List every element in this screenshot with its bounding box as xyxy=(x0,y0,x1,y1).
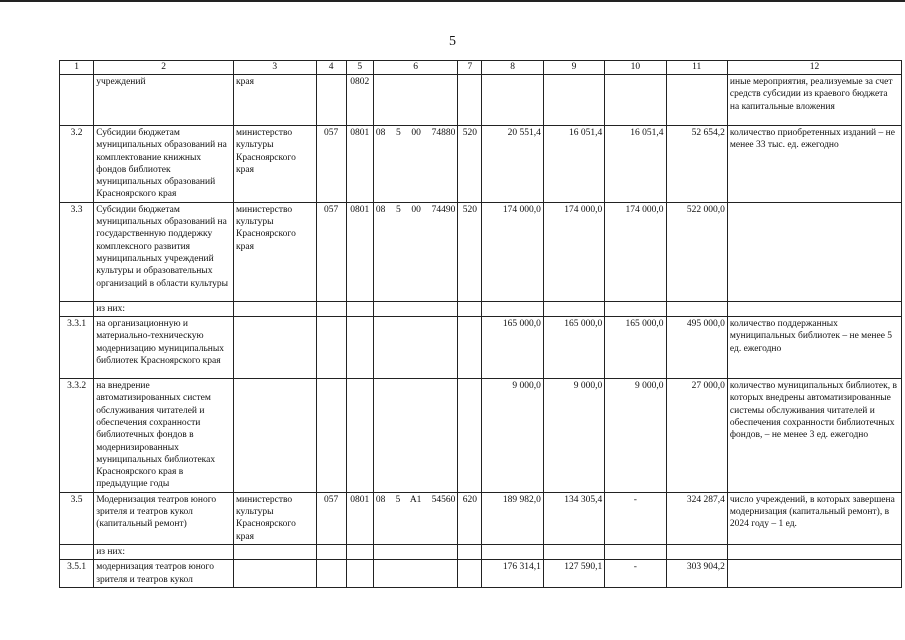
csr-code-cell xyxy=(373,75,458,126)
administrator-cell: министерство культуры Красноярского края xyxy=(234,202,316,301)
administrator-cell xyxy=(234,544,316,559)
amount-cell xyxy=(482,544,543,559)
rzpr-code-cell: 0801 xyxy=(346,126,373,203)
grbs-code-cell: 057 xyxy=(316,126,346,203)
row-number-cell xyxy=(60,544,94,559)
column-header: 4 xyxy=(316,61,346,75)
table-row xyxy=(60,75,902,126)
amount-cell: - xyxy=(605,560,666,588)
description-cell: Модернизация театров юного зрителя и театров кукол (капитальный ремонт) xyxy=(94,492,234,544)
table-row xyxy=(60,317,902,379)
row-number-cell: 3.5 xyxy=(60,492,94,544)
amount-cell xyxy=(605,544,666,559)
vr-code-cell xyxy=(458,301,482,316)
rzpr-code-cell xyxy=(346,301,373,316)
table-row xyxy=(60,301,902,316)
administrator-cell: министерство культуры Красноярского края xyxy=(234,126,316,203)
csr-code-cell xyxy=(373,544,458,559)
column-header: 12 xyxy=(727,61,901,75)
amount-cell: 9 000,0 xyxy=(482,379,543,493)
grbs-code-cell: 057 xyxy=(316,202,346,301)
result-indicator-cell xyxy=(727,560,901,588)
grbs-code-cell xyxy=(316,379,346,493)
vr-code-cell xyxy=(458,544,482,559)
csr-code-cell xyxy=(373,379,458,493)
rzpr-code-cell: 0801 xyxy=(346,492,373,544)
administrator-cell: министерство культуры Красноярского края xyxy=(234,492,316,544)
rzpr-code-cell xyxy=(346,317,373,379)
amount-cell: 9 000,0 xyxy=(605,379,666,493)
row-number-cell: 3.3.2 xyxy=(60,379,94,493)
amount-cell xyxy=(605,75,666,126)
result-indicator-cell: иные мероприятия, реализуемые за счет средств субсидии из краевого бюджета на капитальные вложения xyxy=(727,75,901,126)
amount-cell xyxy=(605,301,666,316)
grbs-code-cell: 057 xyxy=(316,492,346,544)
description-cell: модернизация театров юного зрителя и театров кукол xyxy=(94,560,234,588)
description-cell: Субсидии бюджетам муниципальных образований на государственную поддержку комплексного развития муниципальных учреждений культуры и образовательных организаций в области культуры xyxy=(94,202,234,301)
vr-code-cell: 520 xyxy=(458,126,482,203)
vr-code-cell xyxy=(458,317,482,379)
amount-cell xyxy=(482,75,543,126)
column-header: 6 xyxy=(373,61,458,75)
csr-code-cell: 08 5 00 74880 xyxy=(373,126,458,203)
column-header: 8 xyxy=(482,61,543,75)
csr-code-cell xyxy=(373,317,458,379)
row-number-cell xyxy=(60,75,94,126)
amount-cell: 9 000,0 xyxy=(543,379,604,493)
csr-code-cell xyxy=(373,301,458,316)
amount-cell: 16 051,4 xyxy=(543,126,604,203)
total-amount-cell: 303 904,2 xyxy=(666,560,727,588)
csr-code-cell: 08 5 A1 54560 xyxy=(373,492,458,544)
column-header: 5 xyxy=(346,61,373,75)
page-number: 5 xyxy=(449,34,456,49)
result-indicator-cell xyxy=(727,544,901,559)
amount-cell: 127 590,1 xyxy=(543,560,604,588)
amount-cell xyxy=(482,301,543,316)
total-amount-cell: 324 287,4 xyxy=(666,492,727,544)
vr-code-cell xyxy=(458,379,482,493)
administrator-cell: края xyxy=(234,75,316,126)
row-number-cell: 3.3.1 xyxy=(60,317,94,379)
grbs-code-cell xyxy=(316,317,346,379)
result-indicator-cell: количество муниципальных библиотек, в которых внедрены автоматизированные системы обслуживания читателей и обеспечения сохранности библиотечных фондов, – не менее 3 ед. ежегодно xyxy=(727,379,901,493)
amount-cell: 20 551,4 xyxy=(482,126,543,203)
table-row xyxy=(60,492,902,544)
row-number-cell: 3.3 xyxy=(60,202,94,301)
row-number-cell: 3.5.1 xyxy=(60,560,94,588)
administrator-cell xyxy=(234,317,316,379)
row-number-cell xyxy=(60,301,94,316)
grbs-code-cell xyxy=(316,560,346,588)
column-header: 9 xyxy=(543,61,604,75)
result-indicator-cell xyxy=(727,202,901,301)
top-border-line xyxy=(0,0,905,2)
total-amount-cell xyxy=(666,301,727,316)
amount-cell: 174 000,0 xyxy=(482,202,543,301)
total-amount-cell: 27 000,0 xyxy=(666,379,727,493)
administrator-cell xyxy=(234,301,316,316)
amount-cell: 174 000,0 xyxy=(605,202,666,301)
amount-cell: - xyxy=(605,492,666,544)
budget-table xyxy=(59,60,902,588)
column-header: 1 xyxy=(60,61,94,75)
administrator-cell xyxy=(234,379,316,493)
table-row xyxy=(60,379,902,493)
total-amount-cell: 495 000,0 xyxy=(666,317,727,379)
vr-code-cell xyxy=(458,75,482,126)
total-amount-cell: 522 000,0 xyxy=(666,202,727,301)
description-cell: из них: xyxy=(94,544,234,559)
result-indicator-cell: количество приобретенных изданий – не менее 33 тыс. ед. ежегодно xyxy=(727,126,901,203)
table-row xyxy=(60,560,902,588)
amount-cell: 165 000,0 xyxy=(543,317,604,379)
description-cell: из них: xyxy=(94,301,234,316)
total-amount-cell: 52 654,2 xyxy=(666,126,727,203)
rzpr-code-cell xyxy=(346,379,373,493)
total-amount-cell xyxy=(666,75,727,126)
rzpr-code-cell xyxy=(346,544,373,559)
table-row xyxy=(60,126,902,203)
csr-code-cell xyxy=(373,560,458,588)
amount-cell: 176 314,1 xyxy=(482,560,543,588)
column-header: 7 xyxy=(458,61,482,75)
vr-code-cell: 520 xyxy=(458,202,482,301)
amount-cell: 189 982,0 xyxy=(482,492,543,544)
table-header-row xyxy=(60,61,902,75)
row-number-cell: 3.2 xyxy=(60,126,94,203)
vr-code-cell xyxy=(458,560,482,588)
column-header: 2 xyxy=(94,61,234,75)
result-indicator-cell xyxy=(727,301,901,316)
grbs-code-cell xyxy=(316,301,346,316)
result-indicator-cell: число учреждений, в которых завершена модернизация (капитальный ремонт), в 2024 году – 1 ед. xyxy=(727,492,901,544)
rzpr-code-cell: 0802 xyxy=(346,75,373,126)
description-cell: на внедрение автоматизированных систем обслуживания читателей и обеспечения сохранности библиотечных фондов в модернизированных муниципальных библиотеках Красноярского края в предыдущие годы xyxy=(94,379,234,493)
amount-cell: 165 000,0 xyxy=(605,317,666,379)
amount-cell xyxy=(543,75,604,126)
total-amount-cell xyxy=(666,544,727,559)
description-cell: учреждений xyxy=(94,75,234,126)
table-row xyxy=(60,544,902,559)
rzpr-code-cell: 0801 xyxy=(346,202,373,301)
description-cell: Субсидии бюджетам муниципальных образований на комплектование книжных фондов библиотек муниципальных образований Красноярского края xyxy=(94,126,234,203)
description-cell: на организационную и материально-техническую модернизацию муниципальных библиотек Красноярского края xyxy=(94,317,234,379)
column-header: 11 xyxy=(666,61,727,75)
rzpr-code-cell xyxy=(346,560,373,588)
result-indicator-cell: количество поддержанных муниципальных библиотек – не менее 5 ед. ежегодно xyxy=(727,317,901,379)
administrator-cell xyxy=(234,560,316,588)
column-header: 10 xyxy=(605,61,666,75)
amount-cell: 165 000,0 xyxy=(482,317,543,379)
amount-cell: 16 051,4 xyxy=(605,126,666,203)
vr-code-cell: 620 xyxy=(458,492,482,544)
amount-cell: 134 305,4 xyxy=(543,492,604,544)
amount-cell: 174 000,0 xyxy=(543,202,604,301)
amount-cell xyxy=(543,544,604,559)
amount-cell xyxy=(543,301,604,316)
grbs-code-cell xyxy=(316,544,346,559)
grbs-code-cell xyxy=(316,75,346,126)
table-row xyxy=(60,202,902,301)
csr-code-cell: 08 5 00 74490 xyxy=(373,202,458,301)
column-header: 3 xyxy=(234,61,316,75)
